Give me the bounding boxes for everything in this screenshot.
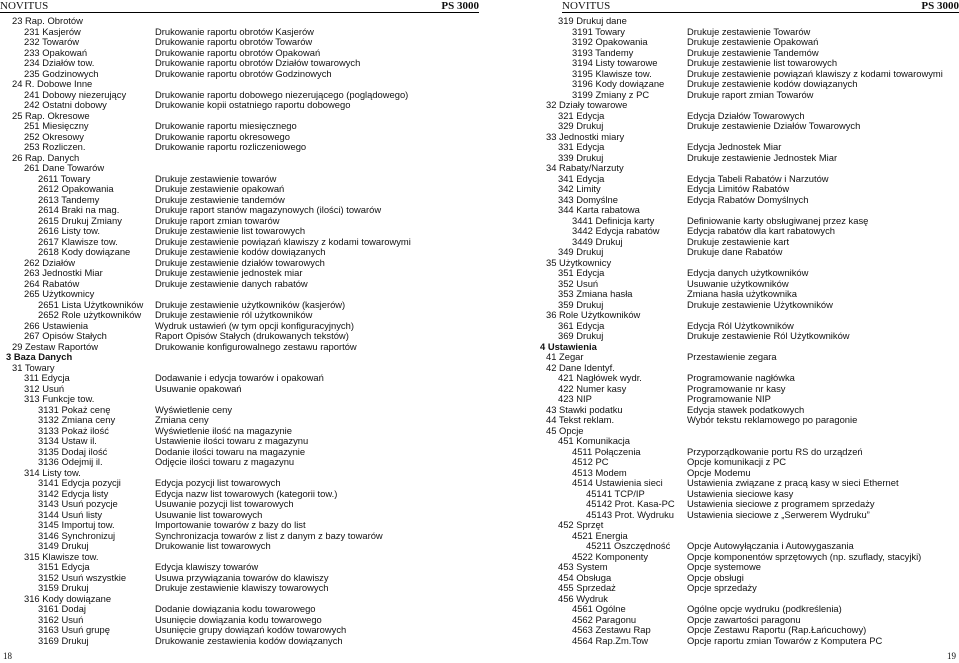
menu-code: 3 Baza Danych <box>6 351 73 362</box>
menu-description: Edycja stawek podatkowych <box>687 403 805 415</box>
menu-code: 26 Rap. Danych <box>12 151 80 163</box>
menu-code: 36 Role Użytkowników <box>546 309 641 320</box>
menu-row <box>6 142 466 153</box>
menu-code: 32 Działy towarowe <box>546 99 628 110</box>
menu-code: 264 Rabatów <box>24 277 80 289</box>
menu-description: Drukuje zestawienie Działów Towarowych <box>687 120 861 131</box>
menu-description: Drukowanie raportu obrotów Godzinowych <box>155 67 332 79</box>
menu-code: 339 Drukuj <box>558 151 604 163</box>
menu-row <box>6 268 466 279</box>
menu-description: Programowanie nr kasy <box>687 382 786 394</box>
menu-description: Ustawienia związane z pracą kasy w sieci Ethernet <box>687 477 899 488</box>
menu-code: 351 Edycja <box>558 267 605 278</box>
page-header-left <box>0 0 479 13</box>
menu-row <box>540 16 959 27</box>
menu-code: 342 Limity <box>558 183 601 194</box>
header-model-right: PS 3000 <box>921 0 959 12</box>
menu-row <box>540 541 959 552</box>
menu-row <box>6 373 466 384</box>
menu-description: Edycja Rabatów Domyślnych <box>687 193 809 205</box>
menu-description: Drukowanie raportu rozliczeniowego <box>155 141 307 152</box>
menu-description: Edycja danych użytkowników <box>687 267 809 278</box>
menu-description: Edycja nazw list towarowych (kategorii tow.) <box>155 487 338 499</box>
menu-code: 453 System <box>558 561 608 572</box>
menu-code: 235 Godzinowych <box>24 67 99 79</box>
menu-code: 3193 Tandemy <box>572 46 634 58</box>
menu-description: Opcje Zestawu Raportu (Rap.Łańcuchowy) <box>687 624 867 635</box>
menu-row <box>6 163 466 174</box>
menu-row <box>540 604 959 615</box>
menu-code: 3135 Dodaj ilość <box>38 445 108 457</box>
menu-row <box>540 478 959 489</box>
menu-description: Drukowanie konfigurowalnego zestawu raportów <box>155 340 357 352</box>
menu-description: Edycja Tabeli Rabatów i Narzutów <box>687 172 829 184</box>
menu-description: Drukuje raport zmian towarów <box>155 214 280 226</box>
menu-code: 3194 Listy towarowe <box>572 57 658 68</box>
menu-code: 261 Dane Towarów <box>24 162 105 173</box>
menu-row <box>6 310 466 321</box>
menu-code: 41 Zegar <box>546 351 584 362</box>
menu-description: Programowanie nagłówka <box>687 372 795 383</box>
menu-code: 3199 Zmiany z PC <box>572 88 650 100</box>
menu-description: Edycja Działów Towarowych <box>687 109 805 121</box>
menu-code: 3169 Drukuj <box>38 634 89 646</box>
menu-description: Ustawienia sieciowe z „Serwerem Wydruku” <box>687 508 870 520</box>
page-number-right: 19 <box>947 651 956 661</box>
menu-code: 4521 Energia <box>572 529 628 541</box>
menu-row <box>540 499 959 510</box>
menu-description: Drukuje zestawienie kart <box>687 235 790 247</box>
header-brand-left: NOVITUS <box>0 0 49 12</box>
menu-code: 3191 Towary <box>572 25 625 37</box>
menu-code: 4514 Ustawienia sieci <box>572 477 663 488</box>
menu-row <box>540 583 959 594</box>
menu-code: 2651 Lista Użytkowników <box>38 298 144 310</box>
menu-description: Drukuje zestawienie danych rabatów <box>155 277 308 289</box>
menu-code: 31 Towary <box>12 361 55 373</box>
menu-row <box>6 342 466 353</box>
menu-row <box>6 289 466 300</box>
menu-description: Synchronizacja towarów z list z danym z bazy towarów <box>155 529 383 541</box>
menu-code: 422 Numer kasy <box>558 382 627 394</box>
menu-row <box>6 636 466 647</box>
menu-code: 3192 Opakowania <box>572 36 648 47</box>
menu-row <box>6 541 466 552</box>
menu-code: 29 Zestaw Raportów <box>12 340 98 352</box>
menu-row <box>540 226 959 237</box>
menu-code: 34 Rabaty/Narzuty <box>546 162 624 173</box>
menu-code: 263 Jednostki Miar <box>24 267 103 278</box>
menu-code: 252 Okresowy <box>24 130 84 142</box>
menu-code: 3142 Edycja listy <box>38 487 109 499</box>
menu-description: Drukowanie raportu obrotów Towarów <box>155 36 313 47</box>
menu-description: Drukuje zestawienie działów towarowych <box>155 256 325 268</box>
menu-code: 23 Rap. Obrotów <box>12 15 83 26</box>
menu-description: Edycja klawiszy towarów <box>155 561 259 572</box>
menu-description: Drukuje zestawienie Towarów <box>687 25 811 37</box>
menu-description: Drukowanie raportu obrotów Działów towarowych <box>155 57 361 68</box>
menu-description: Zmiana ceny <box>155 414 209 425</box>
menu-code: 232 Towarów <box>24 36 80 47</box>
menu-row <box>6 37 466 48</box>
menu-code: 42 Dane Identyf. <box>546 361 615 373</box>
menu-description: Opcje sprzedaży <box>687 582 757 593</box>
menu-description: Drukuje zestawienie list towarowych <box>687 57 838 68</box>
menu-code: 344 Karta rabatowa <box>558 204 640 215</box>
menu-description: Usuwanie pozycji list towarowych <box>155 498 294 509</box>
menu-row <box>540 163 959 174</box>
menu-code: 4511 Połączenia <box>572 445 641 457</box>
menu-description: Drukowanie zestawienia kodów dowiązanych <box>155 634 343 646</box>
menu-code: 352 Usuń <box>558 277 599 289</box>
menu-code: 45211 Oszczędność <box>586 540 671 551</box>
menu-row <box>6 436 466 447</box>
menu-code: 349 Drukuj <box>558 246 604 257</box>
menu-description: Opcje obsługi <box>687 571 744 583</box>
menu-code: 3145 Importuj tow. <box>38 519 115 530</box>
menu-code: 316 Kody dowiązane <box>24 592 112 604</box>
menu-description: Drukuje raport stanów magazynowych (ilości) towarów <box>155 204 382 215</box>
menu-description: Opcje Autowyłączania i Autowygaszania <box>687 540 854 551</box>
menu-code: 3449 Drukuj <box>572 235 623 247</box>
menu-row <box>6 79 466 90</box>
menu-row <box>6 100 466 111</box>
menu-description: Drukuje zestawienie tandemów <box>155 193 285 205</box>
menu-code: 3441 Definicja karty <box>572 214 655 226</box>
menu-description: Usunięcie dowiązania kodu towarowego <box>155 613 322 625</box>
menu-description: Wyświetlenie ceny <box>155 403 233 415</box>
menu-description: Wydruk ustawień (w tym opcji konfiguracyjnych) <box>155 319 354 331</box>
menu-code: 234 Działów tow. <box>24 57 95 68</box>
menu-row <box>540 37 959 48</box>
menu-description: Edycja Limitów Rabatów <box>687 183 790 194</box>
menu-code: 43 Stawki podatku <box>546 403 623 415</box>
menu-description: Usuwa przywiązania towarów do klawiszy <box>155 571 329 583</box>
menu-description: Raport Opisów Stałych (drukowanych tekstów) <box>155 330 349 341</box>
menu-code: 45143 Prot. Wydruku <box>586 508 674 520</box>
menu-row <box>6 184 466 195</box>
menu-description: Usuwanie opakowań <box>155 382 242 394</box>
menu-code: 421 Nagłówek wydr. <box>558 372 642 383</box>
menu-description: Ustawienia sieciowe kasy <box>687 487 794 499</box>
menu-description: Drukuje dane Rabatów <box>687 246 783 257</box>
menu-code: 451 Komunikacja <box>558 435 630 446</box>
menu-code: 2614 Braki na mag. <box>38 204 120 215</box>
menu-row <box>540 142 959 153</box>
menu-code: 3143 Usuń pozycje <box>38 498 118 509</box>
menu-code: 2616 Listy tow. <box>38 225 101 236</box>
menu-code: 343 Domyślne <box>558 193 618 205</box>
menu-code: 319 Drukuj dane <box>558 15 627 26</box>
menu-row <box>540 520 959 531</box>
menu-description: Drukuje zestawienie użytkowników (kasjerów) <box>155 298 346 310</box>
menu-description: Usunięcie grupy dowiązań kodów towarowych <box>155 624 347 635</box>
menu-description: Edycja Jednostek Miar <box>687 141 782 152</box>
menu-row <box>540 58 959 69</box>
menu-row <box>6 415 466 426</box>
menu-code: 266 Ustawienia <box>24 319 89 331</box>
menu-description: Programowanie NIP <box>687 393 771 404</box>
menu-description: Zmiana hasła użytkownika <box>687 288 797 299</box>
header-brand-right: NOVITUS <box>562 0 611 12</box>
menu-code: 3442 Edycja rabatów <box>572 225 660 236</box>
menu-row <box>6 121 466 132</box>
menu-description: Drukuje zestawienie opakowań <box>155 183 285 194</box>
menu-row <box>6 331 466 342</box>
menu-description: Dodanie dowiązania kodu towarowego <box>155 603 316 614</box>
menu-row <box>540 373 959 384</box>
menu-description: Importowanie towarów z bazy do list <box>155 519 306 530</box>
menu-code: 45 Opcje <box>546 424 584 436</box>
menu-code: 25 Rap. Okresowe <box>12 109 90 121</box>
menu-code: 44 Tekst reklam. <box>546 414 615 425</box>
menu-code: 359 Drukuj <box>558 298 604 310</box>
menu-description: Opcje raportu zmian Towarów z Komputera PC <box>687 634 883 646</box>
menu-row <box>540 394 959 405</box>
menu-row <box>540 184 959 195</box>
menu-row <box>6 16 466 27</box>
menu-code: 3136 Odejmij il. <box>38 456 103 467</box>
menu-description: Opcje komponentów sprzętowych (np. szuflady, stacyjki) <box>687 550 922 562</box>
page-number-left: 18 <box>3 651 12 661</box>
menu-row <box>540 636 959 647</box>
menu-code: 241 Dobowy niezerujący <box>24 88 127 100</box>
menu-code: 2612 Opakowania <box>38 183 114 194</box>
menu-code: 3196 Kody dowiązane <box>572 78 665 89</box>
menu-description: Edycja pozycji list towarowych <box>155 477 281 488</box>
menu-description: Drukuje zestawienie powiązań klawiszy z kodami towarowymi <box>155 235 411 247</box>
menu-code: 321 Edycja <box>558 109 605 121</box>
menu-description: Drukuje zestawienie list towarowych <box>155 225 306 236</box>
menu-code: 4562 Paragonu <box>572 613 637 625</box>
menu-code: 231 Kasjerów <box>24 25 81 37</box>
menu-code: 3133 Pokaż ilość <box>38 424 109 436</box>
menu-row <box>6 457 466 468</box>
menu-description: Drukowanie raportu miesięcznego <box>155 120 297 131</box>
menu-code: 3134 Ustaw il. <box>38 435 97 446</box>
menu-code: 315 Klawisze tow. <box>24 550 99 562</box>
menu-description: Drukuje zestawienie Jednostek Miar <box>687 151 838 163</box>
menu-row <box>6 478 466 489</box>
menu-code: 265 Użytkownicy <box>24 288 95 299</box>
menu-code: 253 Rozliczen. <box>24 141 86 152</box>
menu-code: 311 Edycja <box>24 372 70 383</box>
menu-description: Drukuje zestawienie ról użytkowników <box>155 309 313 320</box>
menu-code: 3131 Pokaż cenę <box>38 403 111 415</box>
menu-code: 3163 Usuń grupę <box>38 624 110 635</box>
menu-code: 262 Działów <box>24 256 76 268</box>
menu-description: Drukuje zestawienie Opakowań <box>687 36 819 47</box>
menu-code: 2611 Towary <box>38 172 91 184</box>
left-menu-column <box>6 16 466 646</box>
menu-row <box>6 562 466 573</box>
menu-description: Usuwanie list towarowych <box>155 508 263 520</box>
menu-code: 4512 PC <box>572 456 609 467</box>
right-menu-column <box>540 16 959 646</box>
menu-code: 361 Edycja <box>558 319 605 331</box>
menu-row <box>540 352 959 363</box>
menu-row <box>540 268 959 279</box>
menu-description: Ustawienia sieciowe z programem sprzedaży <box>687 498 875 509</box>
menu-code: 2618 Kody dowiązane <box>38 246 131 257</box>
menu-code: 267 Opisów Stałych <box>24 330 107 341</box>
menu-row <box>6 226 466 237</box>
menu-row <box>6 625 466 636</box>
menu-code: 3159 Drukuj <box>38 582 89 593</box>
menu-description: Drukowanie raportu dobowego niezerującego (poglądowego) <box>155 88 409 100</box>
menu-code: 4513 Modem <box>572 466 627 478</box>
menu-code: 4522 Komponenty <box>572 550 649 562</box>
menu-code: 24 R. Dobowe Inne <box>12 78 93 89</box>
menu-row <box>6 247 466 258</box>
menu-row <box>6 205 466 216</box>
menu-code: 2613 Tandemy <box>38 193 100 205</box>
menu-description: Drukuje zestawienie Tandemów <box>687 46 819 58</box>
menu-code: 3161 Dodaj <box>38 603 86 614</box>
menu-code: 456 Wydruk <box>558 592 608 604</box>
menu-description: Wybór tekstu reklamowego po paragonie <box>687 414 858 425</box>
menu-description: Drukuje raport zmian Towarów <box>687 88 814 100</box>
menu-code: 2615 Drukuj Zmiany <box>38 214 122 226</box>
menu-description: Ogólne opcje wydruku (podkreślenia) <box>687 603 842 614</box>
menu-description: Drukuje zestawienie Ról Użytkowników <box>687 330 850 341</box>
menu-code: 3146 Synchronizuj <box>38 529 116 541</box>
menu-code: 329 Drukuj <box>558 120 604 131</box>
menu-description: Drukuje zestawienie kodów dowiązanych <box>155 246 326 257</box>
menu-description: Wyświetlenie ilość na magazynie <box>155 424 292 436</box>
menu-row <box>540 289 959 300</box>
menu-code: 3152 Usuń wszystkie <box>38 571 127 583</box>
menu-row <box>540 100 959 111</box>
menu-description: Drukuje zestawienie kodów dowiązanych <box>687 78 858 89</box>
menu-row <box>540 310 959 321</box>
menu-code: 314 Listy tow. <box>24 466 81 478</box>
menu-row <box>540 436 959 447</box>
page-header-right <box>562 0 959 13</box>
menu-row <box>540 331 959 342</box>
menu-code: 45142 Prot. Kasa-PC <box>586 498 675 509</box>
menu-code: 251 Miesięczny <box>24 120 89 131</box>
menu-code: 454 Obsługa <box>558 571 612 583</box>
menu-code: 452 Sprzęt <box>558 519 604 530</box>
menu-description: Przestawienie zegara <box>687 351 777 362</box>
menu-description: Drukowanie raportu okresowego <box>155 130 290 142</box>
menu-code: 3141 Edycja pozycji <box>38 477 121 488</box>
menu-row <box>540 457 959 468</box>
menu-description: Drukuje zestawienie towarów <box>155 172 277 184</box>
menu-description: Opcje systemowe <box>687 561 761 572</box>
menu-description: Drukowanie list towarowych <box>155 540 271 551</box>
menu-row <box>540 247 959 258</box>
menu-description: Przyporządkowanie portu RS do urządzeń <box>687 445 863 457</box>
menu-code: 45141 TCP/IP <box>586 487 645 499</box>
menu-row <box>6 58 466 69</box>
menu-description: Edycja Ról Użytkowników <box>687 319 794 331</box>
menu-description: Drukuje zestawienie klawiszy towarowych <box>155 582 329 593</box>
menu-description: Opcje zawartości paragonu <box>687 613 801 625</box>
menu-description: Ustawienie ilości towaru z magazynu <box>155 435 309 446</box>
menu-code: 331 Edycja <box>558 141 605 152</box>
menu-row <box>6 604 466 615</box>
menu-description: Opcje komunikacji z PC <box>687 456 786 467</box>
menu-code: 455 Sprzedaż <box>558 582 616 593</box>
menu-code: 312 Usuń <box>24 382 65 394</box>
menu-code: 313 Funkcje tow. <box>24 393 95 404</box>
menu-row <box>540 205 959 216</box>
menu-code: 35 Użytkownicy <box>546 256 612 268</box>
menu-description: Definiowanie karty obsługiwanej przez kasę <box>687 214 869 226</box>
menu-code: 3151 Edycja <box>38 561 90 572</box>
menu-row <box>540 625 959 636</box>
menu-description: Drukuje zestawienie powiązań klawiszy z kodami towarowymi <box>687 67 943 79</box>
menu-row <box>6 352 466 363</box>
menu-code: 353 Zmiana hasła <box>558 288 633 299</box>
menu-code: 242 Ostatni dobowy <box>24 99 107 110</box>
menu-code: 4563 Zestawu Rap <box>572 624 651 635</box>
menu-code: 3132 Zmiana ceny <box>38 414 116 425</box>
menu-description: Drukowanie raportu obrotów Kasjerów <box>155 25 314 37</box>
menu-code: 3162 Usuń <box>38 613 84 625</box>
menu-code: 423 NIP <box>558 393 592 404</box>
menu-code: 4 Ustawienia <box>540 340 597 352</box>
menu-code: 3144 Usuń listy <box>38 508 103 520</box>
menu-row <box>540 79 959 90</box>
menu-description: Drukuje zestawienie jednostek miar <box>155 267 303 278</box>
menu-description: Dodanie ilości towaru na magazynie <box>155 445 306 457</box>
menu-code: 3149 Drukuj <box>38 540 89 551</box>
menu-row <box>6 394 466 405</box>
menu-code: 2617 Klawisze tow. <box>38 235 118 247</box>
menu-description: Dodawanie i edycja towarów i opakowań <box>155 372 324 383</box>
menu-code: 3195 Klawisze tow. <box>572 67 652 79</box>
menu-description: Drukowanie kopii ostatniego raportu dobowego <box>155 99 351 110</box>
menu-description: Drukuje zestawienie Użytkowników <box>687 298 833 310</box>
menu-code: 4561 Ogólne <box>572 603 626 614</box>
menu-description: Usuwanie użytkowników <box>687 277 789 289</box>
menu-row <box>6 499 466 510</box>
menu-code: 369 Drukuj <box>558 330 604 341</box>
menu-code: 2652 Role użytkowników <box>38 309 142 320</box>
menu-code: 233 Opakowań <box>24 46 88 58</box>
menu-description: Drukowanie raportu obrotów Opakowań <box>155 46 321 58</box>
menu-row <box>540 121 959 132</box>
menu-code: 341 Edycja <box>558 172 605 184</box>
menu-description: Edycja rabatów dla kart rabatowych <box>687 225 835 236</box>
menu-row <box>6 520 466 531</box>
header-model-left: PS 3000 <box>441 0 479 12</box>
menu-row <box>6 583 466 594</box>
menu-row <box>540 562 959 573</box>
menu-code: 33 Jednostki miary <box>546 130 625 142</box>
menu-description: Odjęcie ilości towaru z magazynu <box>155 456 295 467</box>
menu-description: Opcje Modemu <box>687 466 751 478</box>
menu-code: 4564 Rap.Zm.Tow <box>572 634 649 646</box>
menu-row <box>540 415 959 426</box>
